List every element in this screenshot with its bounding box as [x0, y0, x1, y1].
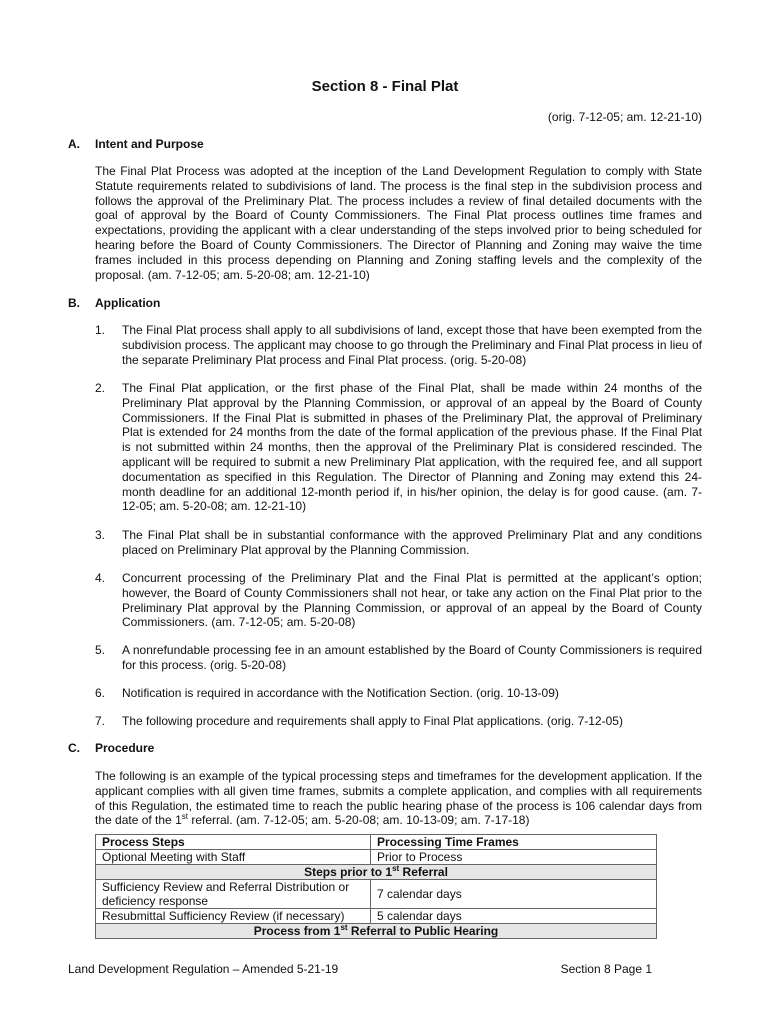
section-c-title: Procedure — [95, 741, 155, 755]
table-band-process-from — [96, 924, 657, 939]
section-c-heading — [68, 741, 154, 755]
list-item-number: 6. — [95, 686, 106, 700]
list-item-number: 1. — [95, 323, 106, 337]
list-item-text: Concurrent processing of the Preliminary Plat and the Final Plat is permitted at the applicant’s option; however, the Board of County Commissioners shall not hear, or take any action on the Final Plat prior to the Preliminary Plat approval by the Planning Commission, or approval of an appeal by the Board of County Commissioners. (am. 7-12-05; am. 5-20-08) — [122, 571, 702, 630]
table-band-row — [96, 924, 657, 939]
section-a-title: Intent and Purpose — [95, 137, 204, 151]
ordinal-suffix: st — [181, 812, 188, 822]
table-cell-step: Sufficiency Review and Referral Distribution or deficiency response — [96, 880, 371, 909]
table-band-steps-prior — [96, 865, 657, 880]
list-item-text: The Final Plat process shall apply to all subdivisions of land, except those that have been exempted from the subdivision process. The applicant may choose to go through the Preliminary and Final Plat process in lieu of the separate Preliminary Plat process and Final Plat process. (orig. 5-20-08) — [122, 323, 702, 367]
table-cell-time: 5 calendar days — [371, 909, 657, 924]
list-item — [95, 686, 702, 701]
list-item — [95, 571, 702, 630]
band-text-end: Referral — [399, 865, 448, 879]
section-a-heading — [68, 137, 204, 151]
column-header-steps: Process Steps — [96, 835, 371, 850]
table-band-row — [96, 865, 657, 880]
table-cell-step: Resubmittal Sufficiency Review (if necessary) — [96, 909, 371, 924]
band-text-start: Steps prior to 1 — [304, 865, 393, 879]
list-item-number: 3. — [95, 528, 106, 542]
table-header-row — [96, 835, 657, 850]
list-item-text: The following procedure and requirements shall apply to Final Plat applications. (orig. 7-12-05) — [122, 714, 623, 728]
section-c-body-end: referral. (am. 7-12-05; am. 5-20-08; am. 10-13-09; am. 7-17-18) — [187, 813, 530, 828]
band-text-end: Referral to Public Hearing — [347, 924, 499, 938]
process-table — [95, 834, 657, 939]
band-text-start: Process from 1 — [253, 924, 341, 938]
section-a-body: The Final Plat Process was adopted at the inception of the Land Development Regulation to comply with State Statute requirements related to subdivisions of land. The process is the final step in the subdivision process and follows the approval of the Preliminary Plat. The process includes a review of final detailed documents with the goal of approval by the Board of County Commissioners. The Final Plat process outlines time frames and expectations, providing the applicant with a clear understanding of the steps involved prior to being scheduled for hearing before the Board of County Commissioners. The Director of Planning and Zoning may waive the time frames included in this process depending on Planning and Zoning staffing levels and the complexity of the proposal. (am. 7-12-05; am. 5-20-08; am. 12-21-10) — [95, 164, 702, 282]
table-cell-time: Prior to Process — [371, 850, 657, 865]
section-b-heading — [68, 296, 160, 310]
table-cell-time: 7 calendar days — [371, 880, 657, 909]
list-item — [95, 323, 702, 367]
ordinal-suffix: st — [340, 923, 348, 932]
list-item — [95, 643, 702, 673]
list-item-number: 7. — [95, 714, 106, 728]
list-item — [95, 528, 702, 558]
footer-document-title: Land Development Regulation – Amended 5-21-19 — [68, 962, 339, 976]
footer-page-number: Section 8 Page 1 — [560, 962, 652, 976]
page-title: Section 8 - Final Plat — [311, 78, 459, 95]
list-item-text: Notification is required in accordance with the Notification Section. (orig. 10-13-09) — [122, 686, 559, 700]
section-c-body — [95, 769, 702, 828]
table-row — [96, 880, 657, 909]
list-item — [95, 381, 702, 514]
table-cell-step: Optional Meeting with Staff — [96, 850, 371, 865]
column-header-time-frames: Processing Time Frames — [371, 835, 657, 850]
list-item-text: The Final Plat application, or the first phase of the Final Plat, shall be made within 24 months of the Preliminary Plat approval by the Planning Commission, or approval of an appeal by the Board of County Commissioners. If the Final Plat is submitted in phases of the Preliminary Plat, the approval of Preliminary Plat is extended for 24 months from the date of the formal application of the previous phase. If the Final Plat is not submitted within 24 months, then the approval of the Preliminary Plat is considered rescinded. The applicant will be required to submit a new Preliminary Plat application, with the required fee, and all support documentation as specified in this Regulation. The Director of Planning and Zoning may extend this 24-month deadline for an additional 12-month period if, in his/her opinion, the delay is for good cause. (am. 7-12-05; am. 5-20-08; am. 12-21-10) — [122, 381, 702, 514]
ordinal-suffix: st — [392, 864, 400, 873]
section-b-title: Application — [95, 296, 161, 310]
list-item-number: 5. — [95, 643, 106, 657]
section-c-body-start: The following is an example of the typical processing steps and timeframes for the development application. If the applicant complies with all given time frames, submits a complete application, and complies with all requirements of this Regulation, the estimated time to reach the public hearing phase of the process is 106 calendar days from the date of the 1 — [95, 769, 702, 828]
section-b-letter: B. — [68, 296, 80, 310]
section-c-letter: C. — [68, 741, 80, 755]
list-item-text: A nonrefundable processing fee in an amount established by the Board of County Commissioners is required for this process. (orig. 5-20-08) — [122, 643, 702, 672]
table-row — [96, 909, 657, 924]
table-row — [96, 850, 657, 865]
list-item — [95, 714, 702, 729]
list-item-number: 4. — [95, 571, 106, 585]
origin-note: (orig. 7-12-05; am. 12-21-10) — [547, 110, 702, 124]
list-item-number: 2. — [95, 381, 106, 395]
section-a-letter: A. — [68, 137, 80, 151]
list-item-text: The Final Plat shall be in substantial conformance with the approved Preliminary Plat and any conditions placed on Preliminary Plat approval by the Planning Commission. — [122, 528, 702, 557]
